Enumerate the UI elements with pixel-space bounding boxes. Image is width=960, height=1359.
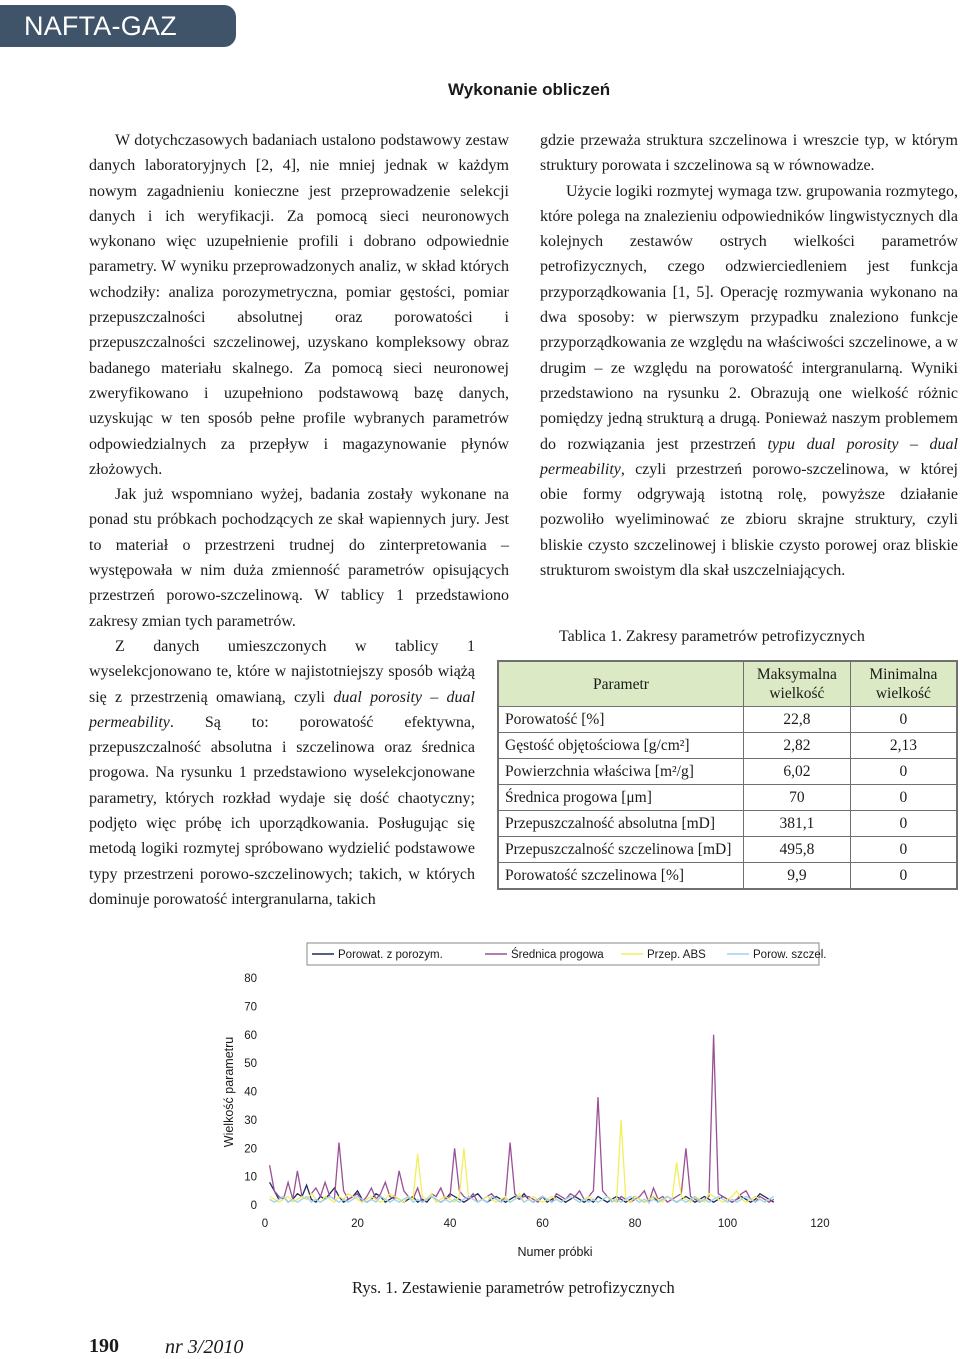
table-cell-min: 0 — [850, 707, 957, 733]
table-row — [498, 863, 957, 890]
y-tick-label: 80 — [244, 973, 257, 985]
series-line-2 — [270, 1035, 774, 1202]
legend-label: Średnica progowa — [511, 949, 604, 961]
right-paragraph-2-emphasis: typu dual porosity – dual permeability — [540, 435, 958, 478]
y-axis-title: Wielkość parametru — [222, 1036, 236, 1148]
right-paragraph-2 — [540, 179, 958, 584]
chart — [215, 940, 835, 1270]
left-paragraph-2: Jak już wspomniano wyżej, badania zostały wykonane na ponad stu próbkach pochodzących ze skał wapiennych jury. Jest to materiał o przestrzeni trudnej do zinterpretowania – występowała w nim duża zmienność parametrów opisujących przestrzeń porowo-szczelinową. W tablicy 1 przedstawiono zakresy zmian tych parametrów. — [89, 486, 509, 630]
table-cell-parameter: Porowatość [%] — [498, 707, 743, 733]
table-row — [498, 785, 957, 811]
table-cell-max: 381,1 — [743, 811, 850, 837]
table-cell-min: 2,13 — [850, 733, 957, 759]
x-tick-label: 100 — [717, 1218, 738, 1230]
issue-number: nr 3/2010 — [165, 1336, 244, 1358]
right-column — [540, 128, 958, 583]
table-row — [498, 707, 957, 733]
x-tick-label: 40 — [443, 1218, 457, 1230]
table-cell-min: 0 — [850, 811, 957, 837]
table-cell-max: 22,8 — [743, 707, 850, 733]
y-tick-label: 40 — [244, 1086, 257, 1099]
table-cell-parameter: Gęstość objętościowa [g/cm²] — [498, 733, 743, 759]
table-row — [498, 811, 957, 837]
x-tick-label: 20 — [351, 1218, 364, 1230]
left-paragraph-3-start: Z danych umieszczonych w tablicy 1 wyselekcjonowano te, które w najistotniejszy sposób wiążą się z przestrzenią omawianą, czyli — [89, 637, 475, 706]
table-row — [498, 837, 957, 863]
y-tick-label: 70 — [244, 1001, 257, 1014]
table-cell-min: 0 — [850, 785, 957, 811]
left-paragraph-3-end: . Są to: porowatość efektywna, przepuszczalność absolutna i szczelinowa oraz średnica progowa. Na rysunku 1 przedstawiono wyselekcjonowane parametry, których rozkład wydaje się dość chaotyczny; podjęto więc próbę ich uporządkowania. Posługując się metodą logiki rozmytej spróbowano wydzielić podstawowe typy przestrzeni porowo-szczelinowych; takich, w których dominuje porowatość intergranularna, takich — [89, 713, 475, 908]
x-tick-label: 0 — [261, 1218, 269, 1230]
legend-label: Przep. ABS — [647, 949, 706, 961]
header-bar — [0, 5, 236, 47]
left-column — [89, 128, 509, 912]
table-header-cell: Parametr — [498, 661, 743, 707]
table-cell-max: 9,9 — [743, 863, 850, 890]
parameters-table — [497, 660, 958, 890]
figure-caption: Rys. 1. Zestawienie parametrów petrofizycznych — [352, 1278, 675, 1297]
table-cell-max: 2,82 — [743, 733, 850, 759]
x-tick-label: 60 — [536, 1218, 549, 1230]
left-paragraph-3-emphasis: dual porosity – dual permeability — [89, 688, 475, 731]
table-row — [498, 759, 957, 785]
x-tick-label: 80 — [628, 1218, 642, 1230]
table-cell-parameter: Porowatość szczelinowa [%] — [498, 863, 743, 890]
legend-label: Porowat. z porozym. — [338, 949, 443, 961]
y-tick-label: 10 — [244, 1171, 257, 1184]
right-paragraph-2-end: , czyli przestrzeń porowo-szczelinowa, w której obie formy odgrywają istotną rolę, powyższe działanie pozwoliło wyeliminować ze zbioru skrajne struktury, czyli bliskie czysto szczelinowej i bliskie czysto porowej oraz bliskie strukturom swoistym dla skał uszczelniających. — [540, 460, 958, 580]
x-axis-title: Numer próbki — [517, 1245, 593, 1259]
table-cell-parameter: Powierzchnia właściwa [m²/g] — [498, 759, 743, 785]
table-header-cell: Maksymalna wielkość — [743, 661, 850, 707]
y-tick-label: 50 — [244, 1058, 257, 1071]
y-tick-label: 30 — [244, 1114, 257, 1127]
table-cell-min: 0 — [850, 759, 957, 785]
table-cell-parameter: Przepuszczalność absolutna [mD] — [498, 811, 743, 837]
legend-label: Porow. szczel. — [753, 949, 827, 961]
chart-svg — [215, 940, 835, 1270]
table-cell-max: 6,02 — [743, 759, 850, 785]
right-paragraph-2-start: Użycie logiki rozmytej wymaga tzw. grupowania rozmytego, które polega na znalezieniu odpowiedników lingwistycznych dla kolejnych zestawów ostrych wielkości parametrów petrofizycznych, czego odzwierciedleniem jest funkcja przyporządkowania [1, 5]. Operację rozmywania wykonano na dwa sposoby: w pierwszym przypadku znaleziono funkcje przyporządkowania ze względu na właściwości szczelinowe, a w drugim – ze względu na porowatość intergranularną. Wyniki przedstawiono na rysunku 2. Obrazują one wielkość różnic pomiędzy jedną strukturą a drugą. Ponieważ naszym problemem do rozwiązania jest przestrzeń — [540, 182, 958, 453]
table-header-cell: Minimalna wielkość — [850, 661, 957, 707]
table-cell-parameter: Przepuszczalność szczelinowa [mD] — [498, 837, 743, 863]
series-line-3 — [270, 1120, 774, 1202]
right-paragraph-1: gdzie przeważa struktura szczelinowa i wreszcie typ, w którym struktury porowata i szczelinowa są w równowadze. — [540, 132, 958, 175]
y-tick-label: 20 — [244, 1143, 257, 1156]
table-header-row — [498, 661, 957, 707]
left-paragraph-3 — [89, 634, 475, 912]
y-tick-label: 60 — [244, 1029, 257, 1042]
section-heading: Wykonanie obliczeń — [448, 80, 611, 99]
journal-title: NAFTA-GAZ — [24, 11, 177, 41]
table-cell-parameter: Średnica progowa [μm] — [498, 785, 743, 811]
y-tick-label: 0 — [250, 1200, 257, 1212]
x-tick-label: 120 — [810, 1218, 830, 1230]
table-body — [498, 707, 957, 890]
table-caption: Tablica 1. Zakresy parametrów petrofizycznych — [559, 628, 865, 645]
table-cell-max: 495,8 — [743, 837, 850, 863]
table-cell-min: 0 — [850, 863, 957, 890]
table-cell-max: 70 — [743, 785, 850, 811]
page-number: 190 — [89, 1335, 119, 1357]
left-paragraph-1: W dotychczasowych badaniach ustalono podstawowy zestaw danych laboratoryjnych [2, 4], nie mniej jednak w każdym nowym zagadnieniu konieczne jest przeprowadzenie selekcji danych i ich weryfikacji. Za pomocą sieci neuronowych wykonano więc uzupełnienie profili i dobrano odpowiednie parametry. W wyniku przeprowadzonych analiz, w skład których wchodziły: analiza porozymetryczna, pomiar gęstości, pomiar przepuszczalności absolutnej oraz porowatości i przepuszczalności szczelinowej, uzyskano kompleksowy obraz badanego materiału skalnego. Za pomocą sieci neuronowej zweryfikowano i uzupełniono podstawową bazę danych, uzyskując w ten sposób pełne profile wybranych parametrów odpowiedzialnych za przepływ i magazynowanie płynów złożowych. — [89, 132, 509, 478]
table-cell-min: 0 — [850, 837, 957, 863]
table-row — [498, 733, 957, 759]
